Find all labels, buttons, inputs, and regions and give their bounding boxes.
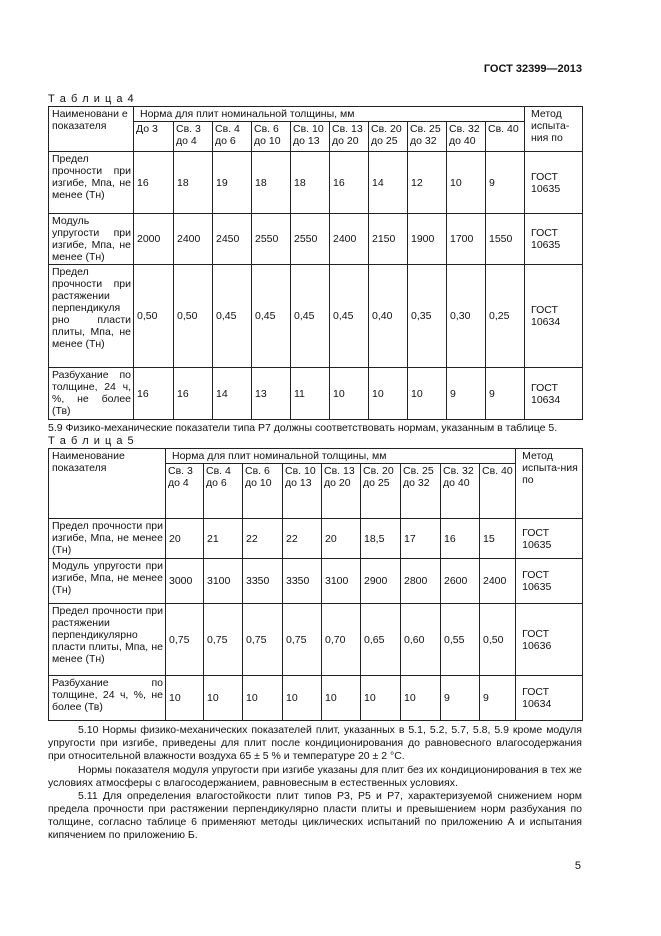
cell-value: 11 [291,368,330,420]
paragraph-5-11: 5.11 Для определения влагостойкости плит типов Р3, Р5 и Р7, характеризуемой снижением норм предела прочности при растяжении перпендикулярно пласти плиты и превышением норм разбухания по толщине, согласно таблице 6 применяют методы циклических испытаний по приложению А и испытания кипячением по приложению Б. [48,790,582,841]
table5-col-header: Св. 32 до 40 [441,464,480,519]
row-method: ГОСТ 10634 [525,265,583,368]
table4-col-header: Св. 20 до 25 [369,122,408,152]
table4-col-header: До 3 [134,122,174,152]
table-row [49,604,583,676]
cell-value: 0,55 [441,604,480,676]
cell-value: 16 [441,519,480,559]
cell-value: 10 [322,676,361,721]
table4-col-header: Св. 3 до 4 [174,122,213,152]
cell-value: 10 [330,368,369,420]
cell-value: 21 [204,519,243,559]
cell-value: 20 [166,519,204,559]
table-row [49,265,583,368]
table5-head-name: Наименование показателя [49,449,166,519]
table5-col-header: Св. 40 [480,464,516,519]
cell-value: 0,45 [291,265,330,368]
table4-caption: Т а б л и ц а 4 [48,93,135,105]
cell-value: 22 [243,519,283,559]
cell-value: 13 [252,368,291,420]
table5-col-header: Св. 6 до 10 [243,464,283,519]
table5 [48,448,583,721]
cell-value: 1550 [486,214,525,265]
cell-value: 0,65 [361,604,401,676]
table4-head-norm: Норма для плит номинальной толщины, мм [134,107,525,122]
cell-value: 1700 [447,214,486,265]
cell-value: 0,30 [447,265,486,368]
cell-value: 9 [486,368,525,420]
cell-value: 2000 [134,214,174,265]
table5-col-header: Св. 13 до 20 [322,464,361,519]
cell-value: 0,75 [243,604,283,676]
cell-value: 0,50 [134,265,174,368]
row-method: ГОСТ 10636 [516,604,583,676]
cell-value: 0,50 [174,265,213,368]
cell-value: 2400 [480,559,516,604]
cell-value: 2550 [291,214,330,265]
cell-value: 22 [283,519,322,559]
row-method: ГОСТ 10635 [525,214,583,265]
table4-col-header: Св. 25 до 32 [408,122,447,152]
cell-value: 18 [291,152,330,214]
cell-value: 2400 [174,214,213,265]
cell-value: 14 [213,368,252,420]
cell-value: 0,40 [369,265,408,368]
cell-value: 17 [401,519,441,559]
cell-value: 10 [401,676,441,721]
table4-head-name: Наименовани е показателя [49,107,134,152]
cell-value: 10 [447,152,486,214]
cell-value: 16 [134,152,174,214]
paragraph-5-9: 5.9 Физико-механические показатели типа Р7 должны соответствовать нормам, указанным в таблице 5. [48,422,558,434]
table5-col-header: Св. 4 до 6 [204,464,243,519]
cell-value: 10 [408,368,447,420]
table-row [49,368,583,420]
cell-value: 16 [174,368,213,420]
cell-value: 3000 [166,559,204,604]
cell-value: 3350 [283,559,322,604]
paragraph-5-10: 5.10 Нормы физико-механических показателей плит, указанных в 5.1, 5.2, 5.7, 5.8, 5.9 кроме модуля упругости при изгибе, приведены для плит после кондиционирования до равновесного влагосодержания при относительной влажности воздуха 65 ± 5 % и температуре 20 ± 2 °С. [48,724,582,762]
row-name: Модуль упругости при изгибе, Мпа, не менее (Тн) [49,559,166,604]
cell-value: 12 [408,152,447,214]
cell-value: 0,25 [486,265,525,368]
cell-value: 14 [369,152,408,214]
table4-col-header: Св. 4 до 6 [213,122,252,152]
table5-head-method: Метод испыта-ния по [516,449,583,519]
cell-value: 0,75 [283,604,322,676]
table4-head-method: Метод испыта-ния по [525,107,583,152]
paragraph-norms: Нормы показателя модуля упругости при изгибе указаны для плит без их кондиционирования в тех же условиях атмосферы с влагосодержанием, равновесным в естественных условиях. [48,764,582,789]
cell-value: 0,70 [322,604,361,676]
row-name: Предел прочности при изгибе, Мпа, не менее (Тн) [49,519,166,559]
page-number: 5 [574,860,581,872]
table4-col-header: Св. 13 до 20 [330,122,369,152]
row-name: Разбухание по толщине, 24 ч, %, не более (Тв) [49,676,166,721]
cell-value: 10 [283,676,322,721]
cell-value: 2150 [369,214,408,265]
cell-value: 10 [243,676,283,721]
cell-value: 9 [441,676,480,721]
table4-col-header: Св. 6 до 10 [252,122,291,152]
table5-col-header: Св. 20 до 25 [361,464,401,519]
cell-value: 3100 [322,559,361,604]
cell-value: 10 [204,676,243,721]
document-id: ГОСТ 32399—2013 [483,63,582,75]
table4-col-header: Св. 32 до 40 [447,122,486,152]
cell-value: 2450 [213,214,252,265]
row-name: Разбухание по толщине, 24 ч, %, не более (Тв) [49,368,134,420]
cell-value: 0,45 [213,265,252,368]
cell-value: 18 [252,152,291,214]
row-method: ГОСТ 10634 [516,676,583,721]
cell-value: 2800 [401,559,441,604]
table4-col-header: Св. 10 до 13 [291,122,330,152]
cell-value: 15 [480,519,516,559]
cell-value: 2600 [441,559,480,604]
row-method: ГОСТ 10634 [525,368,583,420]
table5-col-header: Св. 10 до 13 [283,464,322,519]
cell-value: 10 [166,676,204,721]
row-method: ГОСТ 10635 [525,152,583,214]
row-name: Модуль упругости при изгибе, Мпа, не менее (Тн) [49,214,134,265]
cell-value: 0,45 [252,265,291,368]
table4 [48,106,583,420]
cell-value: 19 [213,152,252,214]
cell-value: 16 [330,152,369,214]
cell-value: 18 [174,152,213,214]
cell-value: 10 [361,676,401,721]
cell-value: 0,75 [204,604,243,676]
row-method: ГОСТ 10635 [516,519,583,559]
cell-value: 18,5 [361,519,401,559]
cell-value: 9 [486,152,525,214]
cell-value: 9 [447,368,486,420]
table-row [49,519,583,559]
cell-value: 0,35 [408,265,447,368]
cell-value: 2900 [361,559,401,604]
cell-value: 0,50 [480,604,516,676]
table4-col-header: Св. 40 [486,122,525,152]
cell-value: 2400 [330,214,369,265]
cell-value: 2550 [252,214,291,265]
table-row [49,152,583,214]
row-name: Предел прочности при растяжении перпендикуля рно пласти плиты, Мпа, не менее (Тн) [49,265,134,368]
cell-value: 3100 [204,559,243,604]
table5-col-header: Св. 3 до 4 [166,464,204,519]
table-row [49,214,583,265]
cell-value: 0,75 [166,604,204,676]
row-method: ГОСТ 10635 [516,559,583,604]
cell-value: 9 [480,676,516,721]
table-row [49,559,583,604]
table5-head-norm: Норма для плит номинальной толщины, мм [166,449,516,464]
cell-value: 0,60 [401,604,441,676]
cell-value: 10 [369,368,408,420]
table-row [49,676,583,721]
cell-value: 1900 [408,214,447,265]
table5-caption: Т а б л и ц а 5 [48,435,135,447]
cell-value: 3350 [243,559,283,604]
cell-value: 0,45 [330,265,369,368]
cell-value: 16 [134,368,174,420]
table5-col-header: Св. 25 до 32 [401,464,441,519]
row-name: Предел прочности при растяжении перпендикулярно пласти плиты, Мпа, не менее (Тн) [49,604,166,676]
cell-value: 20 [322,519,361,559]
row-name: Предел прочности при изгибе, Мпа, не менее (Тн) [49,152,134,214]
